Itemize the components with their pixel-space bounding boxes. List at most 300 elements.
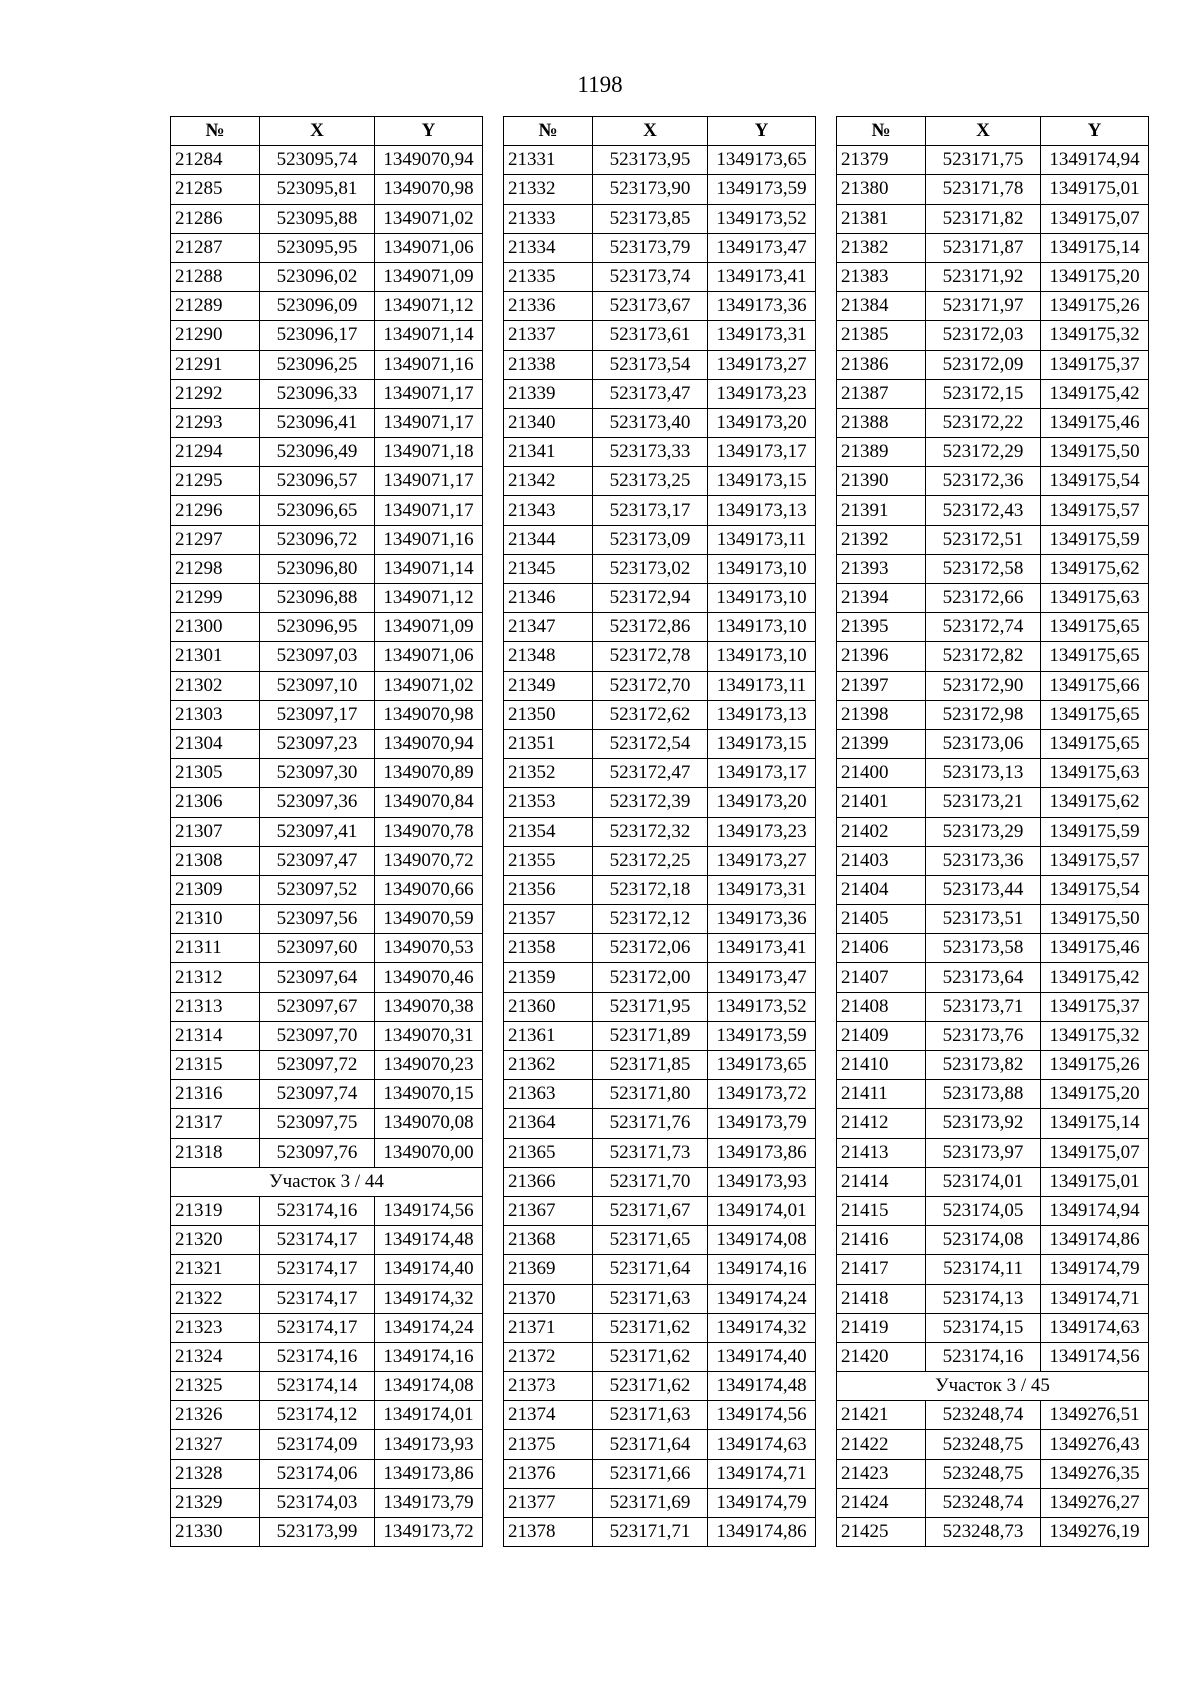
table-row	[171, 729, 483, 758]
y-coordinate: 1349174,71	[1041, 1284, 1149, 1313]
point-number: 21291	[171, 350, 260, 379]
table-row	[837, 1401, 1149, 1430]
point-number: 21381	[837, 204, 926, 233]
table-row	[837, 759, 1149, 788]
table-row	[171, 146, 483, 175]
table-row	[171, 292, 483, 321]
table-row	[171, 875, 483, 904]
y-coordinate: 1349174,01	[375, 1401, 483, 1430]
point-number: 21346	[504, 584, 593, 613]
y-coordinate: 1349174,86	[708, 1518, 816, 1547]
y-coordinate: 1349175,62	[1041, 788, 1149, 817]
y-coordinate: 1349173,10	[708, 584, 816, 613]
table-row	[837, 1430, 1149, 1459]
table-row	[837, 963, 1149, 992]
point-number: 21325	[171, 1372, 260, 1401]
x-coordinate: 523173,97	[926, 1138, 1041, 1167]
x-coordinate: 523173,61	[593, 321, 708, 350]
y-coordinate: 1349071,12	[375, 292, 483, 321]
point-number: 21323	[171, 1313, 260, 1342]
x-coordinate: 523171,75	[926, 146, 1041, 175]
y-coordinate: 1349070,08	[375, 1109, 483, 1138]
x-coordinate: 523171,87	[926, 233, 1041, 262]
x-coordinate: 523173,21	[926, 788, 1041, 817]
y-coordinate: 1349175,65	[1041, 700, 1149, 729]
table-row	[504, 671, 816, 700]
x-coordinate: 523097,75	[260, 1109, 375, 1138]
x-coordinate: 523174,01	[926, 1167, 1041, 1196]
x-coordinate: 523173,36	[926, 846, 1041, 875]
x-coordinate: 523097,41	[260, 817, 375, 846]
y-coordinate: 1349173,31	[708, 321, 816, 350]
point-number: 21372	[504, 1342, 593, 1371]
y-coordinate: 1349071,18	[375, 438, 483, 467]
y-coordinate: 1349175,65	[1041, 613, 1149, 642]
y-coordinate: 1349174,48	[375, 1226, 483, 1255]
y-coordinate: 1349173,23	[708, 379, 816, 408]
x-coordinate: 523097,74	[260, 1080, 375, 1109]
x-coordinate: 523097,72	[260, 1051, 375, 1080]
y-coordinate: 1349174,16	[708, 1255, 816, 1284]
table-row	[171, 1051, 483, 1080]
y-coordinate: 1349173,52	[708, 992, 816, 1021]
x-coordinate: 523173,76	[926, 1021, 1041, 1050]
point-number: 21404	[837, 875, 926, 904]
y-coordinate: 1349175,63	[1041, 584, 1149, 613]
x-coordinate: 523248,74	[926, 1488, 1041, 1517]
table-row	[504, 204, 816, 233]
point-number: 21333	[504, 204, 593, 233]
point-number: 21295	[171, 467, 260, 496]
table-row	[837, 1284, 1149, 1313]
point-number: 21328	[171, 1459, 260, 1488]
table-row	[837, 846, 1149, 875]
y-coordinate: 1349173,93	[708, 1167, 816, 1196]
point-number: 21342	[504, 467, 593, 496]
y-coordinate: 1349070,00	[375, 1138, 483, 1167]
x-coordinate: 523097,30	[260, 759, 375, 788]
x-coordinate: 523095,81	[260, 175, 375, 204]
point-number: 21425	[837, 1518, 926, 1547]
x-coordinate: 523171,69	[593, 1488, 708, 1517]
x-coordinate: 523095,88	[260, 204, 375, 233]
y-coordinate: 1349174,01	[708, 1196, 816, 1225]
y-coordinate: 1349173,65	[708, 146, 816, 175]
table-row	[837, 1313, 1149, 1342]
table-row	[837, 408, 1149, 437]
x-coordinate: 523097,64	[260, 963, 375, 992]
point-number: 21307	[171, 817, 260, 846]
point-number: 21314	[171, 1021, 260, 1050]
table-row	[504, 350, 816, 379]
x-coordinate: 523172,86	[593, 613, 708, 642]
x-coordinate: 523096,02	[260, 262, 375, 291]
table-row	[837, 1518, 1149, 1547]
table-row	[837, 1488, 1149, 1517]
point-number: 21416	[837, 1226, 926, 1255]
point-number: 21289	[171, 292, 260, 321]
point-number: 21418	[837, 1284, 926, 1313]
table-row	[171, 525, 483, 554]
x-coordinate: 523173,40	[593, 408, 708, 437]
table-row	[837, 321, 1149, 350]
point-number: 21405	[837, 905, 926, 934]
section-row	[171, 1167, 483, 1196]
y-coordinate: 1349070,94	[375, 146, 483, 175]
point-number: 21359	[504, 963, 593, 992]
point-number: 21306	[171, 788, 260, 817]
table-row	[171, 1284, 483, 1313]
y-coordinate: 1349070,23	[375, 1051, 483, 1080]
y-coordinate: 1349071,16	[375, 350, 483, 379]
x-coordinate: 523171,70	[593, 1167, 708, 1196]
y-coordinate: 1349173,11	[708, 525, 816, 554]
table-row	[504, 1051, 816, 1080]
point-number: 21414	[837, 1167, 926, 1196]
y-coordinate: 1349173,10	[708, 554, 816, 583]
table-row	[504, 1518, 816, 1547]
table-row	[837, 875, 1149, 904]
x-coordinate: 523174,16	[926, 1342, 1041, 1371]
point-number: 21373	[504, 1372, 593, 1401]
table-row	[504, 1459, 816, 1488]
x-coordinate: 523172,62	[593, 700, 708, 729]
y-coordinate: 1349175,20	[1041, 262, 1149, 291]
y-coordinate: 1349174,56	[708, 1401, 816, 1430]
table-row	[504, 379, 816, 408]
x-coordinate: 523097,36	[260, 788, 375, 817]
y-coordinate: 1349175,54	[1041, 875, 1149, 904]
point-number: 21389	[837, 438, 926, 467]
point-number: 21332	[504, 175, 593, 204]
point-number: 21309	[171, 875, 260, 904]
point-number: 21402	[837, 817, 926, 846]
y-coordinate: 1349071,06	[375, 642, 483, 671]
point-number: 21365	[504, 1138, 593, 1167]
y-coordinate: 1349175,50	[1041, 438, 1149, 467]
point-number: 21348	[504, 642, 593, 671]
x-coordinate: 523097,60	[260, 934, 375, 963]
y-coordinate: 1349276,35	[1041, 1459, 1149, 1488]
table-row	[504, 1372, 816, 1401]
x-coordinate: 523248,75	[926, 1430, 1041, 1459]
point-number: 21408	[837, 992, 926, 1021]
table-row	[171, 1196, 483, 1225]
y-coordinate: 1349173,20	[708, 408, 816, 437]
y-coordinate: 1349175,63	[1041, 759, 1149, 788]
x-coordinate: 523172,00	[593, 963, 708, 992]
x-coordinate: 523171,62	[593, 1372, 708, 1401]
table-row	[837, 905, 1149, 934]
x-coordinate: 523172,47	[593, 759, 708, 788]
x-coordinate: 523172,39	[593, 788, 708, 817]
point-number: 21386	[837, 350, 926, 379]
point-number: 21353	[504, 788, 593, 817]
table-row	[171, 1518, 483, 1547]
x-coordinate: 523174,17	[260, 1284, 375, 1313]
y-coordinate: 1349173,27	[708, 350, 816, 379]
table-row	[504, 613, 816, 642]
y-coordinate: 1349071,09	[375, 262, 483, 291]
y-coordinate: 1349070,78	[375, 817, 483, 846]
x-coordinate: 523173,74	[593, 262, 708, 291]
point-number: 21296	[171, 496, 260, 525]
y-coordinate: 1349175,59	[1041, 817, 1149, 846]
point-number: 21317	[171, 1109, 260, 1138]
table-row	[837, 700, 1149, 729]
point-number: 21415	[837, 1196, 926, 1225]
x-coordinate: 523096,49	[260, 438, 375, 467]
x-coordinate: 523174,17	[260, 1255, 375, 1284]
y-coordinate: 1349174,48	[708, 1372, 816, 1401]
y-coordinate: 1349173,72	[375, 1518, 483, 1547]
point-number: 21300	[171, 613, 260, 642]
y-coordinate: 1349174,32	[708, 1313, 816, 1342]
table-row	[837, 671, 1149, 700]
x-coordinate: 523174,08	[926, 1226, 1041, 1255]
point-number: 21344	[504, 525, 593, 554]
x-coordinate: 523171,92	[926, 262, 1041, 291]
x-coordinate: 523172,29	[926, 438, 1041, 467]
x-coordinate: 523096,72	[260, 525, 375, 554]
x-coordinate: 523096,57	[260, 467, 375, 496]
x-coordinate: 523172,54	[593, 729, 708, 758]
y-coordinate: 1349173,86	[375, 1459, 483, 1488]
x-coordinate: 523172,06	[593, 934, 708, 963]
point-number: 21361	[504, 1021, 593, 1050]
x-coordinate: 523173,88	[926, 1080, 1041, 1109]
y-coordinate: 1349173,10	[708, 642, 816, 671]
y-coordinate: 1349174,94	[1041, 1196, 1149, 1225]
point-number: 21330	[171, 1518, 260, 1547]
y-coordinate: 1349174,63	[1041, 1313, 1149, 1342]
table-row	[504, 788, 816, 817]
table-row	[837, 1080, 1149, 1109]
point-number: 21377	[504, 1488, 593, 1517]
point-number: 21370	[504, 1284, 593, 1313]
x-coordinate: 523172,70	[593, 671, 708, 700]
point-number: 21288	[171, 262, 260, 291]
table-row	[504, 846, 816, 875]
section-label: Участок 3 / 45	[837, 1372, 1149, 1401]
y-coordinate: 1349175,42	[1041, 963, 1149, 992]
table-row	[504, 1109, 816, 1138]
point-number: 21400	[837, 759, 926, 788]
x-coordinate: 523174,11	[926, 1255, 1041, 1284]
x-coordinate: 523173,90	[593, 175, 708, 204]
table-row	[837, 204, 1149, 233]
y-coordinate: 1349070,89	[375, 759, 483, 788]
point-number: 21366	[504, 1167, 593, 1196]
x-coordinate: 523172,22	[926, 408, 1041, 437]
x-coordinate: 523172,66	[926, 584, 1041, 613]
y-coordinate: 1349174,24	[708, 1284, 816, 1313]
table-row	[504, 759, 816, 788]
table-row	[837, 613, 1149, 642]
x-coordinate: 523173,67	[593, 292, 708, 321]
y-coordinate: 1349175,66	[1041, 671, 1149, 700]
y-coordinate: 1349175,54	[1041, 467, 1149, 496]
x-header: X	[593, 117, 708, 146]
table-row	[171, 379, 483, 408]
table-row	[504, 292, 816, 321]
point-number: 21350	[504, 700, 593, 729]
x-coordinate: 523248,74	[926, 1401, 1041, 1430]
table-row	[504, 525, 816, 554]
x-coordinate: 523173,06	[926, 729, 1041, 758]
point-number: 21349	[504, 671, 593, 700]
point-number: 21396	[837, 642, 926, 671]
x-coordinate: 523172,03	[926, 321, 1041, 350]
point-number: 21345	[504, 554, 593, 583]
point-number: 21357	[504, 905, 593, 934]
table-row	[504, 1430, 816, 1459]
x-coordinate: 523097,70	[260, 1021, 375, 1050]
x-coordinate: 523096,95	[260, 613, 375, 642]
y-coordinate: 1349175,26	[1041, 1051, 1149, 1080]
y-coordinate: 1349174,56	[375, 1196, 483, 1225]
y-coordinate: 1349174,63	[708, 1430, 816, 1459]
table-row	[837, 1021, 1149, 1050]
y-coordinate: 1349173,41	[708, 934, 816, 963]
y-coordinate: 1349174,08	[375, 1372, 483, 1401]
point-number: 21385	[837, 321, 926, 350]
x-coordinate: 523173,85	[593, 204, 708, 233]
table-row	[171, 1488, 483, 1517]
y-coordinate: 1349173,13	[708, 700, 816, 729]
x-coordinate: 523174,17	[260, 1226, 375, 1255]
point-number: 21341	[504, 438, 593, 467]
table-row	[504, 1342, 816, 1371]
table-row	[504, 963, 816, 992]
x-coordinate: 523174,16	[260, 1342, 375, 1371]
point-number: 21378	[504, 1518, 593, 1547]
y-coordinate: 1349276,27	[1041, 1488, 1149, 1517]
point-number: 21337	[504, 321, 593, 350]
x-coordinate: 523171,89	[593, 1021, 708, 1050]
x-coordinate: 523172,25	[593, 846, 708, 875]
x-coordinate: 523171,80	[593, 1080, 708, 1109]
table-row	[837, 379, 1149, 408]
point-number: 21383	[837, 262, 926, 291]
y-coordinate: 1349276,19	[1041, 1518, 1149, 1547]
x-coordinate: 523173,95	[593, 146, 708, 175]
x-coordinate: 523097,67	[260, 992, 375, 1021]
point-number: 21331	[504, 146, 593, 175]
point-number: 21375	[504, 1430, 593, 1459]
y-coordinate: 1349071,17	[375, 408, 483, 437]
table-row	[504, 438, 816, 467]
x-coordinate: 523097,47	[260, 846, 375, 875]
table-row	[171, 1313, 483, 1342]
x-coordinate: 523171,64	[593, 1255, 708, 1284]
y-coordinate: 1349071,16	[375, 525, 483, 554]
table-row	[504, 1401, 816, 1430]
table-row	[837, 1109, 1149, 1138]
point-number: 21398	[837, 700, 926, 729]
table-row	[837, 1459, 1149, 1488]
point-number: 21356	[504, 875, 593, 904]
table-row	[171, 1080, 483, 1109]
y-coordinate: 1349175,59	[1041, 525, 1149, 554]
y-coordinate: 1349174,40	[708, 1342, 816, 1371]
point-number: 21411	[837, 1080, 926, 1109]
y-coordinate: 1349070,46	[375, 963, 483, 992]
num-header: №	[504, 117, 593, 146]
table-row	[837, 1138, 1149, 1167]
x-coordinate: 523171,64	[593, 1430, 708, 1459]
point-number: 21320	[171, 1226, 260, 1255]
y-coordinate: 1349174,86	[1041, 1226, 1149, 1255]
x-coordinate: 523173,17	[593, 496, 708, 525]
y-coordinate: 1349174,16	[375, 1342, 483, 1371]
point-number: 21412	[837, 1109, 926, 1138]
x-coordinate: 523174,14	[260, 1372, 375, 1401]
point-number: 21302	[171, 671, 260, 700]
x-coordinate: 523171,71	[593, 1518, 708, 1547]
point-number: 21393	[837, 554, 926, 583]
y-coordinate: 1349173,23	[708, 817, 816, 846]
table-row	[504, 992, 816, 1021]
y-coordinate: 1349175,01	[1041, 1167, 1149, 1196]
point-number: 21310	[171, 905, 260, 934]
y-coordinate: 1349173,79	[708, 1109, 816, 1138]
point-number: 21420	[837, 1342, 926, 1371]
table-row	[837, 350, 1149, 379]
x-coordinate: 523097,56	[260, 905, 375, 934]
table-header-row	[171, 117, 483, 146]
y-coordinate: 1349070,59	[375, 905, 483, 934]
x-coordinate: 523172,15	[926, 379, 1041, 408]
table-row	[504, 146, 816, 175]
x-coordinate: 523095,74	[260, 146, 375, 175]
num-header: №	[837, 117, 926, 146]
table-row	[837, 146, 1149, 175]
x-coordinate: 523171,63	[593, 1284, 708, 1313]
table-row	[504, 1196, 816, 1225]
table-row	[837, 642, 1149, 671]
table-row	[171, 613, 483, 642]
x-coordinate: 523173,33	[593, 438, 708, 467]
x-coordinate: 523173,09	[593, 525, 708, 554]
x-coordinate: 523172,78	[593, 642, 708, 671]
point-number: 21343	[504, 496, 593, 525]
table-row	[171, 846, 483, 875]
point-number: 21390	[837, 467, 926, 496]
point-number: 21321	[171, 1255, 260, 1284]
point-number: 21287	[171, 233, 260, 262]
x-coordinate: 523173,82	[926, 1051, 1041, 1080]
point-number: 21417	[837, 1255, 926, 1284]
x-coordinate: 523173,54	[593, 350, 708, 379]
y-coordinate: 1349173,27	[708, 846, 816, 875]
point-number: 21338	[504, 350, 593, 379]
table-row	[171, 1401, 483, 1430]
table-row	[504, 817, 816, 846]
point-number: 21410	[837, 1051, 926, 1080]
point-number: 21298	[171, 554, 260, 583]
table-row	[504, 700, 816, 729]
point-number: 21362	[504, 1051, 593, 1080]
coordinates-table-2	[503, 116, 816, 1547]
x-coordinate: 523095,95	[260, 233, 375, 262]
y-coordinate: 1349173,86	[708, 1138, 816, 1167]
x-header: X	[260, 117, 375, 146]
y-coordinate: 1349175,32	[1041, 1021, 1149, 1050]
x-coordinate: 523172,98	[926, 700, 1041, 729]
x-coordinate: 523096,09	[260, 292, 375, 321]
x-coordinate: 523171,62	[593, 1342, 708, 1371]
